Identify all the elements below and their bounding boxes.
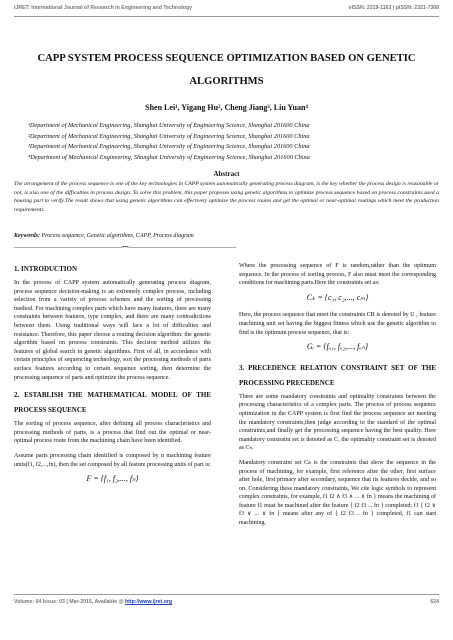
heading-math-model: 2. ESTABLISH THE MATHEMATICAL MODEL OF THE PROCESS SEQUENCE [14,391,211,415]
issn-info: eISSN: 2319-1163 | pISSN: 2321-7308 [348,5,439,11]
affiliation-3: ³Department of Mechanical Engineering, Shanghai University of Engineering Science, Shanghai 201600 China [28,143,310,151]
left-column [14,262,211,493]
volume-info [14,599,172,605]
divider-left: ------------------------------------------------------------------------------- [14,246,122,251]
abstract-text: The arrangement of the process sequence is one of the key technologies in CAPP system automatically generating process diagram, is the key whether the process design is reasonable or not, is also one of the difficulties in process design. To solve this problem, this paper proposes using genetic algorithms to optimize process sequence based on process constraints used a housing part to verify.The result shows that using genetic algorithms can effectively optimize the process routes and get the optimal or near-optimal routings which meet the production requirements. [14,181,439,213]
journal-name: IJRET: International Journal of Research in Engineering and Technology [14,5,193,11]
right-column [239,262,436,534]
heading-introduction: 1. INTRODUCTION [14,265,78,273]
equation-feature-set: F = {f₁, f₂,..., fₙ} [86,474,139,484]
keywords-text: Process sequence, Genetic algorithms, CAPP, Process diagram [41,233,194,239]
keywords-line [14,233,439,239]
footer-rule [14,594,439,595]
heading-precedence: 3. PRECEDENCE RELATION CONSTRAINT SET OF THE PROCESSING PRECEDENCE [239,363,436,387]
volume-text: Volume: 04 Issue: 03 | Mar-2015, Available @ [14,599,125,605]
affiliation-list [28,121,443,163]
affiliation-2: ²Department of Mechanical Engineering, Shanghai University of Engineering Science, Shanghai 201600 China [28,132,310,140]
author-list: Shen Lei¹, Yigang Hu², Cheng Jiang³, Liu Yuan⁴ [145,103,308,112]
mandatory-paragraph: Mandatory constraint set Ca is the constraints that show the sequence in the process of machining, for example, first reference after the other, first surface after hole, first primary after secondary, sequence that its features decide, and so on. Considering these mandatory constraints, We cite logic symbols to represent complex constraints, for example, f1 f2 ∧ f3 ∧ ... ∧ fn } means the machining of feature f1 must be machined after the feature { f2 f3 ... fn } completed; f1 { f2 ∨ f3 ∨ ... ∨ fn } means after any of { f2 f3 .. fn } completed, f1 can start machining. [239,459,436,527]
affiliation-1: ¹Department of Mechanical Engineering, Shanghai University of Engineering Science, Shanghai 201600 China [28,122,310,129]
journal-link[interactable]: http://www.ijret.org [124,599,173,605]
precedence-paragraph: There are some mandatory constraints and optimality constraints between the processing characteristics of a complex parts. The process of process sequence optimization in the CAPP system is first find the process sequence set meeting the mandatory constraints,then judge according to the standard of the optimal constraints,and finally get the processing sequence having the best quality. Here mandatory constraint set is denoted as Cₐ the optimality constraint set is denoted as Cₕ. [239,393,436,452]
intro-paragraph: In the process of CAPP system automatically generating process diagram, process sequence decision-making is an extremely complex process, including selection from a variety of process schemes and the sorting of processing method. For machining complex parts which have many features, there are many constraints between features, type complex, and there are many contradictions between them. Using traditional ways will face a lot of difficulties and resistance. Therefore, this paper choose a routing decision algorithm: the genetic algorithm based on process constraints. This decision method utilizes the features of global search in genetic algorithms. First of all, in accordance with certain principles of sequencing technology, sort the processing methods of parts surface features according to certain sequence sorting, then determine the processing sequence of parts and optimize the process sequence. [14,280,211,381]
paper-title: CAPP SYSTEM PROCESS SEQUENCE OPTIMIZATION BASED ON GENETIC ALGORITHMS [37,53,416,87]
sequence-paragraph: Where the processing sequence of F is random,rather than the optimum sequence. In the process of sorting process, F also must meet the corresponding conditions for machining parts.Here the constraints set as: [239,263,436,287]
abstract-heading: Abstract [213,170,240,178]
section-divider [14,246,439,251]
affiliation-4: ⁴Department of Mechanical Engineering, Shanghai University of Engineering Science, Shanghai 201600 China [28,153,310,161]
equation-constraint-set: Cₖ = {c₁, c₂,..., cₘ} [306,292,369,302]
divider-right: ------------------------------------------------------------------------------- [128,246,237,251]
model-paragraph-1: The sorting of process sequence, after defining all process characteristics and processing methods of parts, is a process that find out the optimal or near-optimal process route from the machining chain have been identified. [14,421,211,445]
equation-optimum-sequence: Gᵢ = {fᵤ₁, fᵤ₂,..., fᵤₙ} [306,342,369,352]
optimum-paragraph: Here, the process sequence that meet the constraints CR is denoted by U , feature machining unit set having the biggest fitness which use the genetic algorithm to find is the optimum process sequence, that is: [239,312,436,336]
page-number: 624 [430,599,439,605]
keywords-label: Keywords: [14,233,40,239]
model-paragraph-2: Assume parts processing chain identified is composed by n machining feature units(f1, f2,...,fn), then the set composed by all feature processing units of part is: [14,452,211,468]
divider-mark: *** [121,246,129,251]
header-rule [14,16,439,17]
running-footer [14,599,439,605]
